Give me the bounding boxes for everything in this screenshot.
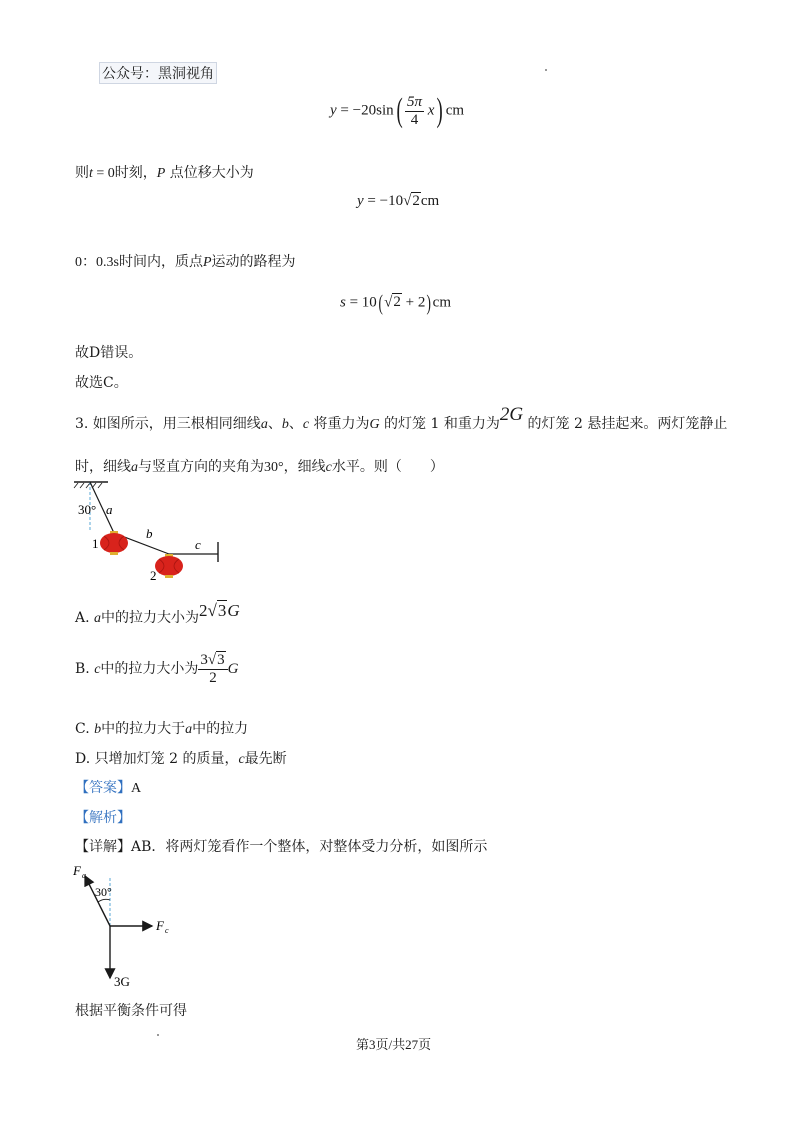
- q3-l2-a: 时，细线: [75, 459, 131, 475]
- eq3-plus: + 2: [401, 294, 426, 311]
- option-c-text1: 中的拉力大于: [101, 721, 186, 737]
- label-fc-sub: c: [165, 926, 169, 935]
- answer-value: A: [131, 781, 142, 796]
- option-a-rad: 3: [217, 601, 227, 620]
- option-b-G: G: [227, 661, 239, 677]
- equation-path-length: s = 10(√2 + 2)cm: [340, 290, 451, 315]
- option-b-text: 中的拉力大小为: [100, 661, 199, 677]
- text-range-mid: 时间内，质点: [118, 254, 203, 270]
- option-a-text: 中的拉力大小为: [101, 610, 200, 626]
- eq1-rparen: ): [436, 92, 444, 129]
- eq3-lparen: (: [378, 290, 383, 315]
- option-b-num-coef: 3: [200, 652, 208, 668]
- option-c-var2: a: [185, 722, 193, 737]
- eq1-coef: −20sin: [352, 102, 394, 119]
- label-angle: 30°: [95, 885, 112, 899]
- fig1-label-b: b: [146, 526, 153, 541]
- speck: [545, 69, 547, 71]
- var-t: t: [89, 166, 93, 181]
- eq1-num: 5π: [406, 94, 422, 110]
- fig1-label-2: 2: [150, 568, 157, 583]
- page-footer: 第3页/共27页: [356, 1037, 432, 1052]
- eq2-unit: cm: [420, 193, 440, 209]
- option-b-den: 2: [209, 669, 217, 686]
- option-b: [75, 652, 239, 686]
- eq1-var: x: [427, 102, 435, 119]
- q3-var-a: a: [260, 417, 268, 432]
- option-a-var: a: [94, 611, 102, 626]
- q3-var-G: G: [369, 417, 380, 432]
- option-c-label: C.: [75, 721, 95, 737]
- text-mid: 时刻，: [114, 165, 157, 181]
- option-b-fraction: [198, 652, 227, 686]
- label-fa: F: [73, 863, 81, 878]
- q3-sep2: 、: [288, 416, 303, 432]
- fig1-label-c: c: [195, 537, 201, 552]
- eq2-rhs: = −10: [363, 193, 404, 209]
- eq1-eq-sign: =: [340, 102, 353, 119]
- force-diagram: [70, 860, 190, 992]
- option-d: [75, 748, 287, 768]
- text-t0-line: [75, 162, 254, 182]
- detail-text: AB．将两灯笼看作一个整体，对整体受力分析，如图所示: [131, 839, 488, 855]
- eq3-unit: cm: [432, 294, 451, 311]
- option-d-label: D.: [75, 751, 95, 767]
- label-fc: F: [156, 918, 164, 933]
- ceiling-hatch: [74, 483, 102, 488]
- option-a-value: 2√3G: [199, 601, 240, 620]
- q3-var-2G: 2G: [499, 404, 524, 425]
- label-fa-sub: a: [82, 871, 86, 880]
- text-eq0: = 0: [92, 166, 115, 181]
- equation-displacement-function: [330, 92, 464, 130]
- watermark-label: 公众号：黑洞视角: [99, 62, 217, 84]
- lantern-figure: [72, 478, 232, 588]
- eq3-rparen: ): [426, 290, 432, 315]
- option-b-num: 3√3: [198, 652, 227, 670]
- q3-l2-d: 水平。则（ ）: [331, 459, 444, 475]
- closing-text: 根据平衡条件可得: [75, 1003, 187, 1019]
- eq2-lhs: y: [357, 193, 364, 209]
- eq1-den: 4: [410, 111, 419, 128]
- eq1-unit: cm: [445, 102, 465, 119]
- option-d-text2: 最先断: [244, 751, 287, 767]
- answer-tag: 【答案】: [75, 780, 131, 796]
- option-d-var: c: [238, 752, 245, 767]
- q3-l2-b: 与竖直方向的夹角为: [138, 459, 264, 475]
- lantern-2: [155, 554, 183, 578]
- eq2-rad: 2: [412, 193, 420, 209]
- option-b-num-rad: 3: [217, 652, 225, 668]
- q3-text-b: 将重力为: [309, 416, 370, 432]
- q3-l2-var-a: a: [131, 460, 138, 475]
- q3-text-c: 的灯笼 1 和重力为: [379, 416, 500, 432]
- eq3-lhs: s: [340, 294, 346, 311]
- force-arrow-fa: [85, 876, 110, 926]
- option-a-G: G: [227, 601, 240, 620]
- fig1-angle-label: 30°: [78, 502, 97, 517]
- detail-line: [75, 836, 487, 856]
- option-b-label: B.: [75, 661, 95, 677]
- text-pre: 则: [75, 165, 89, 181]
- var-P: P: [156, 166, 166, 181]
- q3-l2-angle: 30°: [264, 460, 284, 475]
- answer-line: [75, 777, 141, 797]
- q3-l2-c: ，细线: [283, 459, 326, 475]
- option-b-var: c: [94, 662, 101, 677]
- option-c-text2: 中的拉力: [192, 721, 249, 737]
- fig1-label-1: 1: [92, 536, 99, 551]
- angle-arc: [98, 899, 110, 902]
- eq1-lparen: (: [396, 92, 403, 129]
- fig1-label-a: a: [106, 502, 113, 517]
- option-a: [75, 601, 240, 627]
- label-weight: 3G: [114, 974, 130, 989]
- conclusion-d-wrong: 故D错误。: [75, 345, 143, 361]
- text-range: 0：0.3s: [75, 255, 119, 270]
- text-range-post: 运动的路程为: [211, 254, 296, 270]
- option-a-label: A.: [75, 610, 95, 626]
- q3-text-a: 3. 如图所示，用三根相同细线: [75, 416, 261, 432]
- text-post: 点位移大小为: [165, 165, 254, 181]
- eq1-lhs: y: [330, 102, 337, 119]
- lantern-1: [100, 531, 128, 555]
- q3-l2-var-c: c: [325, 460, 332, 475]
- q3-var-c: c: [302, 417, 310, 432]
- question-3-line-2: [75, 456, 444, 476]
- option-c-var1: b: [94, 722, 102, 737]
- option-c: [75, 718, 248, 738]
- detail-tag: 【详解】: [75, 839, 131, 855]
- equation-displacement-value: y = −10√2cm: [357, 193, 440, 209]
- q3-sep1: 、: [267, 416, 282, 432]
- q3-var-b: b: [281, 417, 289, 432]
- speck-2: [157, 1034, 159, 1036]
- eq3-rad: 2: [393, 294, 401, 311]
- eq1-fraction: [405, 94, 424, 128]
- var-P-2: P: [202, 255, 212, 270]
- analysis-tag: 【解析】: [75, 810, 131, 826]
- conclusion-choose-c: 故选C。: [75, 375, 128, 391]
- option-d-text1: 只增加灯笼 2 的质量，: [94, 751, 239, 767]
- question-3-line-1: [75, 404, 728, 434]
- text-range-line: [75, 251, 296, 271]
- q3-text-d: 的灯笼 2 悬挂起来。两灯笼静止: [523, 416, 728, 432]
- eq3-rhs: = 10: [345, 294, 377, 311]
- option-a-coef: 2: [199, 601, 208, 620]
